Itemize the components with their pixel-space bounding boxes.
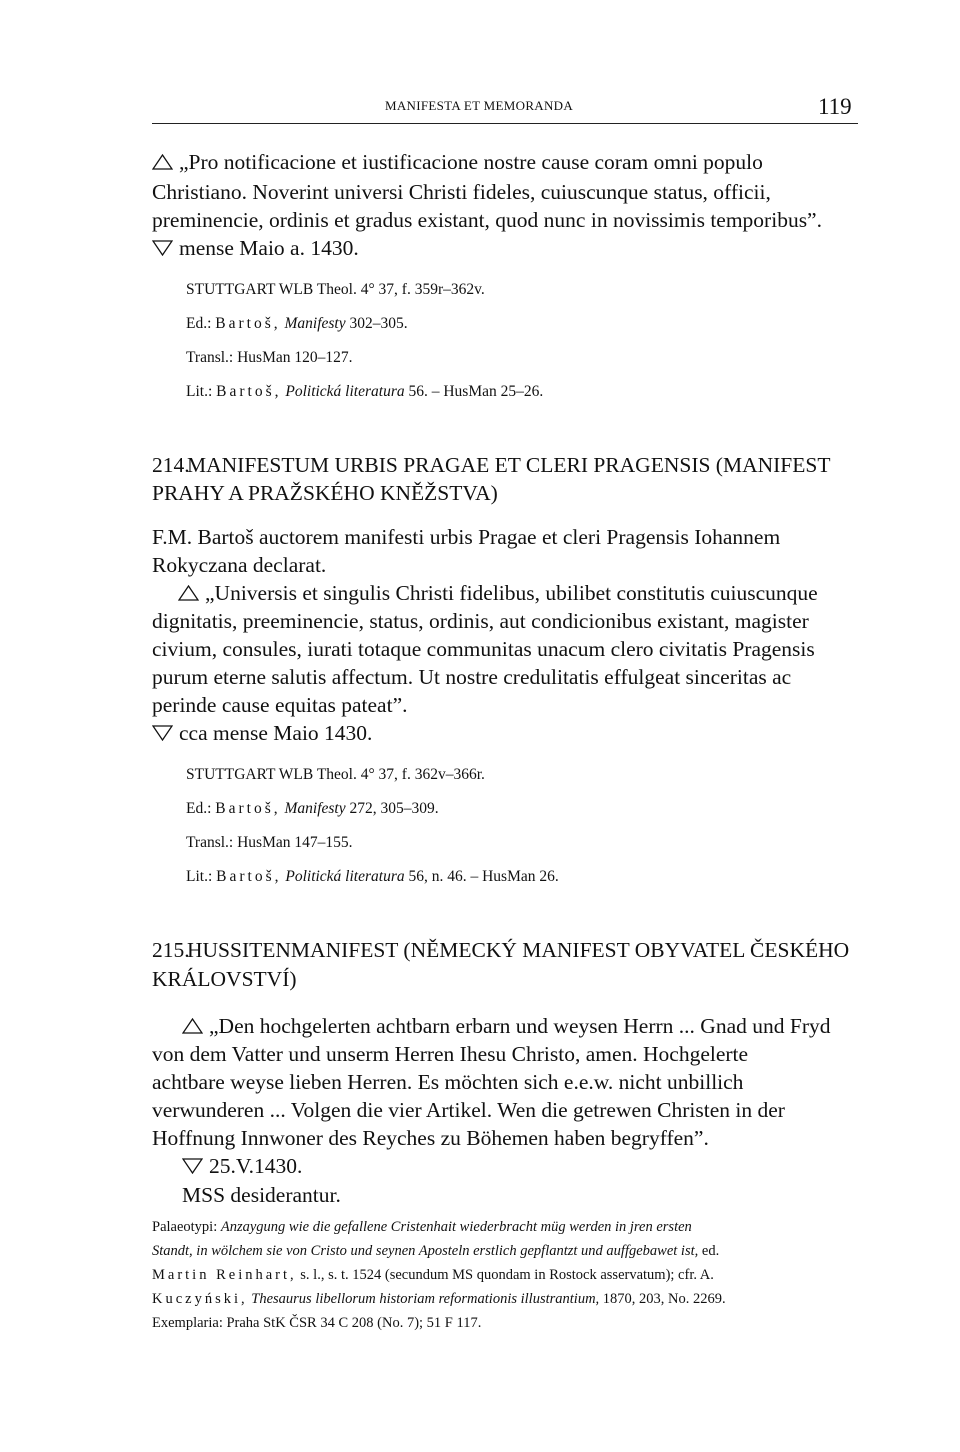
incipit-line: preminencie, ordinis et gradus existant, quod nunc in novissimis temporibus”. [152, 208, 822, 232]
incipit-line: civium, consules, iurati totaque communitas unacum clero civitatis Pragensis [152, 637, 815, 661]
triangle-up-icon [182, 1018, 203, 1034]
entry-title: MANIFESTUM URBIS PRAGAE ET CLERI PRAGENSIS (MANIFEST [187, 453, 831, 477]
date-line: mense Maio a. 1430. [152, 236, 359, 261]
palaeotypi-line: Kuczyński, Thesaurus libellorum historiam reformationis illustrantium, 1870, 203, No. 2269. [152, 1291, 726, 1307]
edition-line: Ed.: Bartoš, Manifesty 272, 305–309. [186, 800, 439, 817]
triangle-up-icon [178, 585, 199, 601]
mss-line: MSS desiderantur. [182, 1183, 341, 1207]
literature-line: Lit.: Bartoš, Politická literatura 56. – HusMan 25–26. [186, 383, 544, 400]
incipit-line: achtbare weyse lieben Herren. Es möchten sich e.e.w. nicht unbillich [152, 1070, 744, 1094]
incipit-line: „Den hochgelerten achtbarn erbarn und weysen Herrn ... Gnad und Fryd [152, 1014, 830, 1039]
entry-number: 215. [152, 938, 190, 962]
translation-line: Transl.: HusMan 120–127. [186, 349, 353, 366]
palaeotypi-line: Martin Reinhart, s. l., s. t. 1524 (secundum MS quondam in Rostock asservatum); cfr. A. [152, 1267, 714, 1283]
entry-title: KRÁLOVSTVÍ) [152, 967, 297, 991]
palaeotypi-line: Standt, in wölchem sie von Cristo und seynen Aposteln erstlich gepflantzt und auffgebawet ist, ed. [152, 1243, 720, 1259]
translation-line: Transl.: HusMan 147–155. [186, 834, 353, 851]
date-line: 25.V.1430. [182, 1154, 302, 1179]
incipit-line: dignitatis, preeminencie, status, ordinis, aut condicionibus existant, magister [152, 609, 809, 633]
running-title: MANIFESTA ET MEMORANDA [385, 98, 574, 113]
triangle-up-icon [152, 154, 173, 170]
incipit-line: verwunderen ... Volgen die vier Artikel. Wen die getrewen Christen in der [152, 1098, 785, 1122]
incipit-line: perinde cause equitas pateat”. [152, 693, 408, 717]
edition-line: Ed.: Bartoš, Manifesty 302–305. [186, 315, 408, 332]
incipit-line: von dem Vatter und unserm Herren Ihesu Christo, amen. Hochgelerte [152, 1042, 749, 1066]
attribution-note: F.M. Bartoš auctorem manifesti urbis Pragae et cleri Pragensis Iohannem [152, 525, 781, 549]
entry-number: 214. [152, 453, 190, 477]
triangle-down-icon [182, 1158, 203, 1174]
literature-line: Lit.: Bartoš, Politická literatura 56, n. 46. – HusMan 26. [186, 868, 559, 885]
manuscript-line: STUTTGART WLB Theol. 4° 37, f. 359r–362v. [186, 281, 485, 298]
triangle-down-icon [152, 240, 173, 256]
page-number: 119 [818, 94, 852, 119]
incipit-line: „Universis et singulis Christi fidelibus, ubilibet constitutis cuiuscunque [152, 581, 818, 606]
entry-title: PRAHY A PRAŽSKÉHO KNĚŽSTVA) [152, 481, 498, 505]
palaeotypi-line: Palaeotypi: Anzaygung wie die gefallene Cristenhait wiederbracht müg werden in jren ersten [152, 1219, 692, 1235]
incipit-line: purum eterne salutis affectum. Ut nostre credulitatis effulgeat sinceritas ac [152, 665, 792, 689]
header-rule [152, 123, 858, 124]
incipit-line: Christiano. Noverint universi Christi fideles, cuiuscunque status, officii, [152, 180, 771, 204]
attribution-note: Rokyczana declarat. [152, 553, 327, 577]
incipit-line: „Pro notificacione et iustificacione nostre cause coram omni populo [152, 150, 763, 175]
incipit-line: Hoffnung Innwoner des Reyches zu Böhemen haben begryffen”. [152, 1126, 709, 1150]
exemplaria-line: Exemplaria: Praha StK ČSR 34 C 208 (No. 7); 51 F 117. [152, 1315, 482, 1331]
entry-title: HUSSITENMANIFEST (NĚMECKÝ MANIFEST OBYVATEL ČESKÉHO [187, 938, 850, 962]
date-line: cca mense Maio 1430. [152, 721, 372, 746]
triangle-down-icon [152, 725, 173, 741]
manuscript-line: STUTTGART WLB Theol. 4° 37, f. 362v–366r. [186, 766, 485, 783]
